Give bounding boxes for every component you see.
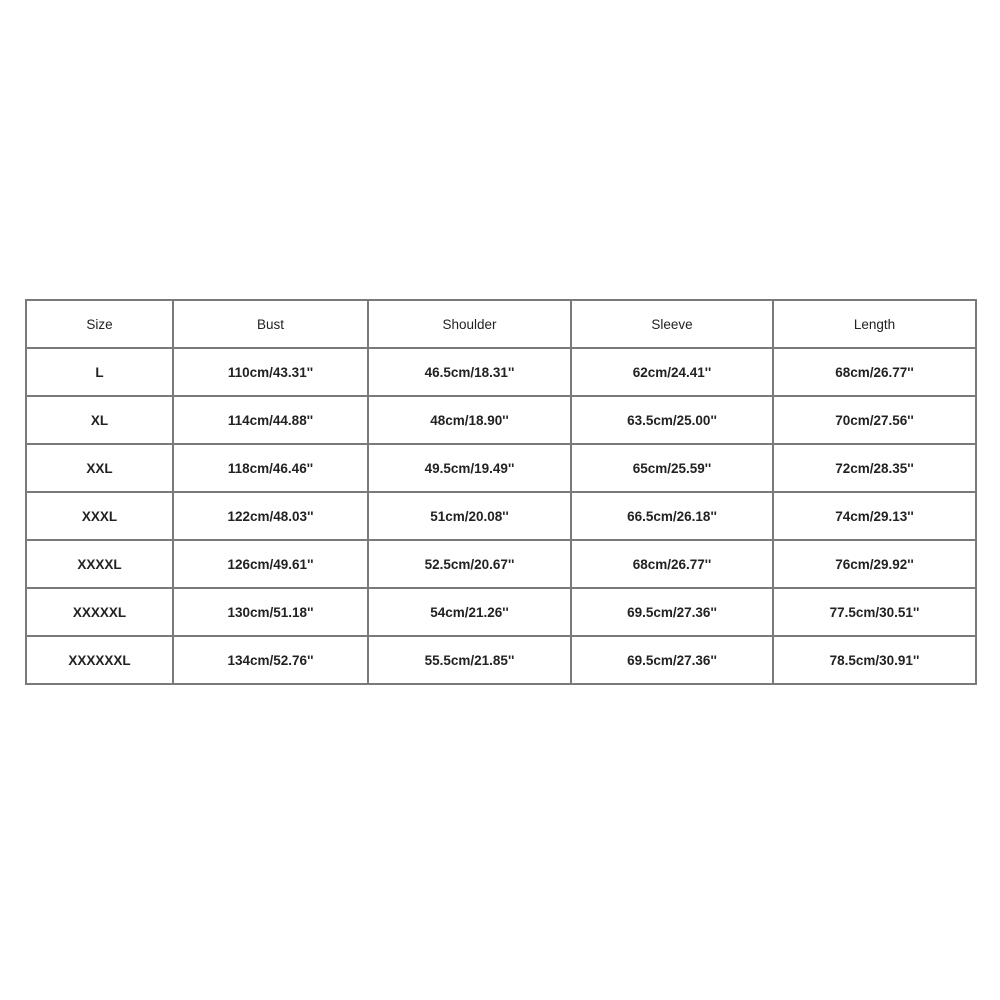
cell-sleeve: 62cm/24.41'': [572, 349, 774, 397]
cell-shoulder: 49.5cm/19.49'': [369, 445, 572, 493]
cell-size: XXXXL: [27, 541, 174, 589]
cell-size: XXXXXXL: [27, 637, 174, 685]
size-chart-table: [25, 299, 977, 685]
cell-sleeve: 68cm/26.77'': [572, 541, 774, 589]
cell-size: L: [27, 349, 174, 397]
header-shoulder: Shoulder: [369, 301, 572, 349]
table-row: [27, 637, 977, 685]
cell-length: 78.5cm/30.91'': [774, 637, 977, 685]
table-row: [27, 349, 977, 397]
cell-length: 72cm/28.35'': [774, 445, 977, 493]
cell-size: XXXXXL: [27, 589, 174, 637]
cell-sleeve: 66.5cm/26.18'': [572, 493, 774, 541]
header-row: [27, 301, 977, 349]
table-row: [27, 541, 977, 589]
cell-bust: 110cm/43.31'': [174, 349, 369, 397]
cell-bust: 134cm/52.76'': [174, 637, 369, 685]
cell-length: 68cm/26.77'': [774, 349, 977, 397]
cell-sleeve: 69.5cm/27.36'': [572, 589, 774, 637]
table-row: [27, 493, 977, 541]
header-size: Size: [27, 301, 174, 349]
cell-length: 74cm/29.13'': [774, 493, 977, 541]
cell-size: XXL: [27, 445, 174, 493]
cell-bust: 122cm/48.03'': [174, 493, 369, 541]
cell-size: XL: [27, 397, 174, 445]
cell-length: 76cm/29.92'': [774, 541, 977, 589]
cell-shoulder: 52.5cm/20.67'': [369, 541, 572, 589]
cell-bust: 130cm/51.18'': [174, 589, 369, 637]
cell-sleeve: 65cm/25.59'': [572, 445, 774, 493]
cell-shoulder: 48cm/18.90'': [369, 397, 572, 445]
header-length: Length: [774, 301, 977, 349]
cell-shoulder: 54cm/21.26'': [369, 589, 572, 637]
cell-bust: 118cm/46.46'': [174, 445, 369, 493]
header-bust: Bust: [174, 301, 369, 349]
cell-shoulder: 51cm/20.08'': [369, 493, 572, 541]
table-row: [27, 445, 977, 493]
cell-sleeve: 63.5cm/25.00'': [572, 397, 774, 445]
table-row: [27, 589, 977, 637]
header-sleeve: Sleeve: [572, 301, 774, 349]
cell-shoulder: 46.5cm/18.31'': [369, 349, 572, 397]
cell-length: 77.5cm/30.51'': [774, 589, 977, 637]
cell-shoulder: 55.5cm/21.85'': [369, 637, 572, 685]
cell-sleeve: 69.5cm/27.36'': [572, 637, 774, 685]
cell-bust: 126cm/49.61'': [174, 541, 369, 589]
table-row: [27, 397, 977, 445]
cell-size: XXXL: [27, 493, 174, 541]
cell-length: 70cm/27.56'': [774, 397, 977, 445]
cell-bust: 114cm/44.88'': [174, 397, 369, 445]
